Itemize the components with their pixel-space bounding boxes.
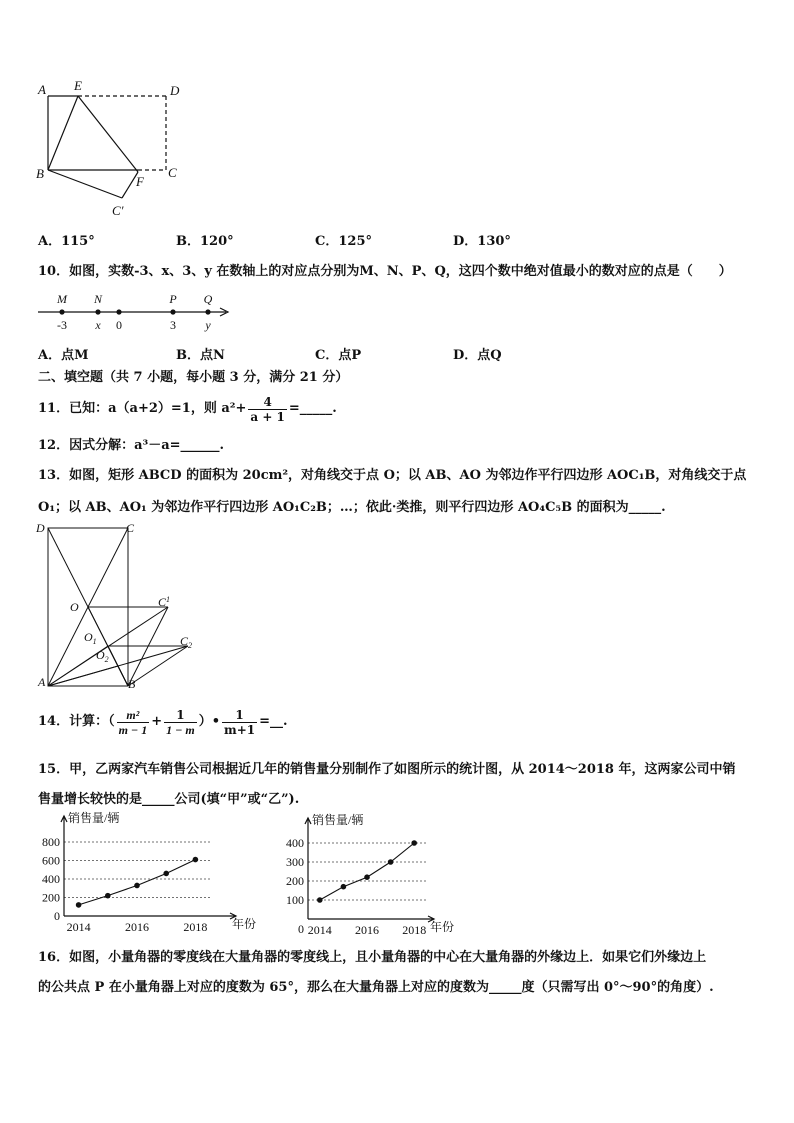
label-D: D	[36, 521, 45, 535]
label-C-prime: C′	[112, 203, 124, 218]
chart-jia-data-point	[163, 871, 169, 877]
label-F: F	[136, 174, 144, 189]
chart-yi-ytick-label: 200	[286, 874, 304, 888]
label-O: O	[70, 600, 79, 614]
label-C: C	[168, 165, 177, 180]
label-B: B	[128, 677, 136, 691]
q14	[38, 704, 288, 740]
label-A: A	[38, 82, 46, 97]
q10-stem: 10．如图，实数-3、x、3、y 在数轴上的对应点分别为M、N、P、Q，这四个数中绝对值最小的数对应的点是（ ）	[38, 264, 732, 279]
q14-f3-numerator: 1	[222, 708, 257, 723]
q13-line-2: O₁；以 AB、AO₁ 为邻边作平行四边形 AO₁C₂B；…；依此·类推，则平行四边形 AO₄C₅B 的面积为_____.	[38, 500, 666, 515]
point-N	[95, 309, 100, 314]
label-Q: Q	[203, 292, 213, 306]
chart-jia-ytick-label: 800	[42, 835, 60, 849]
q14-f1-denominator: m − 1	[118, 722, 148, 737]
label-C1: $C^1$	[158, 595, 171, 609]
q14-mid: ）•	[198, 714, 221, 729]
chart-jia-xtick-label: 2018	[183, 920, 208, 934]
q12: 12．因式分解：a³－a=______.	[38, 438, 225, 453]
chart-yi-ylabel: 销售量/辆	[312, 813, 364, 827]
q10-option-c: C．点P	[315, 348, 362, 363]
chart-company-yi	[278, 812, 468, 936]
q11	[38, 392, 337, 426]
section-2-header: 二、填空题（共 7 小题，每小题 3 分，满分 21 分）	[38, 370, 349, 385]
fig-rectangle-parallelograms	[34, 518, 204, 694]
q14-fraction-1	[117, 708, 150, 737]
chart-yi-ytick-label: 400	[286, 836, 304, 850]
segment-O2B	[118, 666, 128, 686]
chart-yi-data-point	[388, 859, 394, 865]
q11-prefix: 11．已知：a（a+2）=1，则 a²+	[38, 401, 247, 416]
chart-yi-origin-label: 0	[298, 922, 304, 936]
chart-jia-ylabel: 销售量/辆	[68, 811, 120, 825]
chart-jia-data-point	[193, 857, 199, 863]
point-P	[170, 309, 175, 314]
q14-f2-numerator: 1	[164, 708, 197, 723]
chart-yi-xtick-label: 2018	[402, 923, 427, 936]
label-M: M	[57, 292, 67, 306]
chart-yi-data-point	[411, 840, 417, 846]
label-N: N	[93, 292, 103, 306]
q11-frac-denominator: a + 1	[250, 409, 285, 424]
q11-frac-numerator: 4	[248, 395, 287, 410]
q9-option-c: C．125°	[315, 234, 372, 249]
q14-fraction-2	[164, 708, 197, 737]
label-O1: $O_1$	[84, 630, 97, 646]
chart-yi-data-point	[364, 874, 370, 880]
chart-jia-data-point	[105, 893, 111, 899]
q14-f1-numerator: m²	[117, 708, 150, 723]
point-Q	[205, 309, 210, 314]
q14-prefix: 14．计算：（	[38, 714, 115, 729]
q9-option-d: D．130°	[453, 234, 511, 249]
point-zero	[116, 309, 121, 314]
q16-line-1: 16．如图，小量角器的零度线在大量角器的零度线上，且小量角器的中心在大量角器的外缘边上．如果它们外缘边上	[38, 950, 707, 965]
value-minus-3: -3	[57, 318, 67, 332]
q13-line-1: 13．如图，矩形 ABCD 的面积为 20cm²，对角线交于点 O；以 AB、AO 为邻边作平行四边形 AOC₁B，对角线交于点	[38, 468, 747, 483]
q14-plus: +	[151, 714, 163, 729]
q15-line-2: 售量增长较快的是_____公司(填“甲”或“乙”).	[38, 792, 300, 807]
label-A: A	[38, 675, 46, 689]
q9-option-a: A．115°	[38, 234, 95, 249]
q16-line-2: 的公共点 P 在小量角器上对应的度数为 65°，那么在大量角器上对应的度数为_____度（只需写出 0°～90°的角度）.	[38, 980, 714, 995]
label-O2: $O_2$	[96, 648, 109, 664]
q15-line-1: 15．甲，乙两家汽车销售公司根据近几年的销售量分别制作了如图所示的统计图，从 2014～2018 年，这两家公司中销	[38, 762, 736, 777]
q14-f3-denominator: m+1	[224, 722, 256, 737]
q11-fraction	[248, 395, 287, 424]
q11-suffix: =_____.	[288, 401, 337, 416]
value-y: y	[205, 318, 211, 332]
fig-number-line	[36, 288, 236, 336]
chart-jia-ytick-label: 400	[42, 872, 60, 886]
chart-company-jia	[30, 810, 260, 936]
q10-option-a: A．点M	[38, 348, 89, 363]
chart-jia-xtick-label: 2014	[66, 920, 91, 934]
fig-folded-rectangle	[30, 78, 200, 223]
chart-yi-data-point	[317, 897, 323, 903]
chart-jia-ytick-label: 600	[42, 853, 60, 868]
chart-yi-ytick-label: 100	[286, 893, 304, 907]
q10-option-b: B．点N	[176, 348, 225, 363]
label-P: P	[169, 292, 177, 306]
chart-yi-xtick-label: 2014	[307, 923, 332, 936]
chart-jia-series-line	[79, 860, 196, 905]
q14-f2-denominator: 1 − m	[166, 722, 195, 737]
label-E: E	[74, 78, 82, 93]
chart-yi-xlabel: 年份	[430, 920, 455, 934]
chart-yi-data-point	[341, 884, 347, 890]
point-M	[59, 309, 64, 314]
segment-EB	[48, 96, 78, 170]
q10-option-d: D．点Q	[453, 348, 502, 363]
segment-BCprime	[48, 170, 122, 198]
chart-yi-ytick-label: 300	[286, 855, 304, 869]
segment-C2B	[128, 646, 188, 686]
q14-suffix: =__.	[259, 714, 288, 729]
q14-fraction-3	[222, 708, 257, 737]
chart-jia-xlabel: 年份	[232, 917, 257, 931]
label-C: C	[126, 521, 135, 535]
value-x: x	[95, 318, 101, 332]
chart-jia-xtick-label: 2016	[125, 920, 149, 934]
segment-AO2	[48, 666, 118, 686]
segment-EF	[78, 96, 138, 172]
chart-yi-xtick-label: 2016	[355, 923, 379, 936]
value-0: 0	[116, 318, 122, 332]
label-D: D	[170, 83, 180, 98]
label-C2: $C_2$	[180, 634, 193, 650]
value-3: 3	[170, 318, 176, 332]
chart-jia-ytick-label: 200	[42, 890, 60, 905]
label-B: B	[36, 166, 44, 181]
chart-jia-ytick-label: 0	[54, 909, 60, 923]
chart-jia-data-point	[76, 902, 82, 908]
chart-yi-series-line	[320, 843, 414, 900]
q9-option-b: B．120°	[176, 234, 234, 249]
chart-jia-data-point	[134, 883, 140, 889]
